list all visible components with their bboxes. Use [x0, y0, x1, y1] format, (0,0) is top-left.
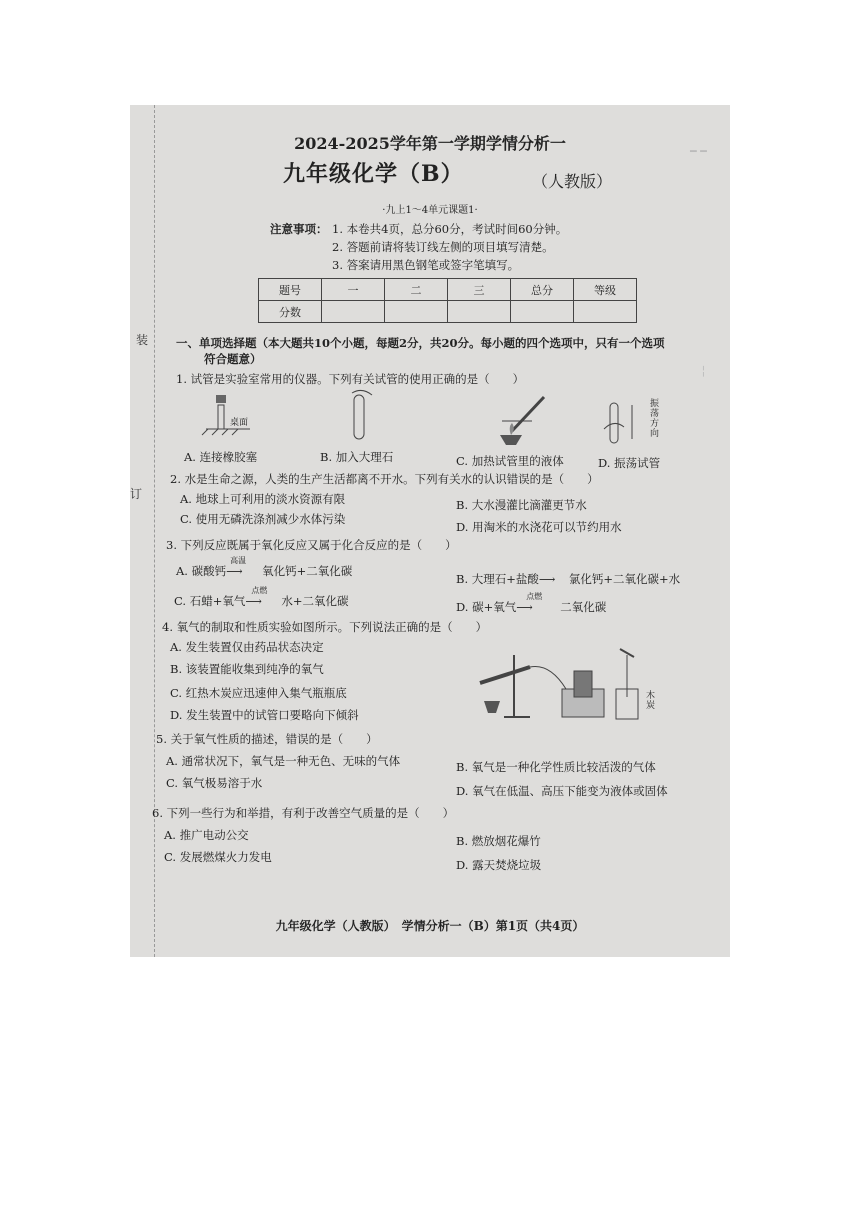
reaction-condition: 点燃 — [251, 586, 268, 595]
option: A. 推广电动公交 — [164, 828, 249, 842]
question-stem: 5. 关于氧气性质的描述，错误的是（ ） — [156, 732, 378, 746]
exam-series-title: 2024-2025学年第一学期学情分析一 — [294, 134, 566, 153]
score-table-header: 三 — [448, 279, 511, 301]
exam-scope: ·九上1～4单元课题1· — [382, 205, 478, 216]
section-heading: 一、单项选择题（本大题共10个小题，每题2分，共20分。每小题的四个选项中，只有一个选项 — [176, 336, 665, 350]
edition-label: （人教版） — [532, 172, 613, 191]
bleed-mark: ━ ━ — [690, 145, 707, 158]
option: A. 连接橡胶塞 — [184, 450, 258, 464]
option: B. 大水漫灌比滴灌更节水 — [456, 498, 587, 512]
question-stem: 3. 下列反应既属于氧化反应又属于化合反应的是（ ） — [166, 538, 457, 552]
reaction-condition: 高温 — [230, 556, 247, 565]
figure-shaking — [600, 399, 650, 451]
section-heading-cont: 符合题意） — [204, 352, 262, 366]
option — [456, 592, 607, 615]
option-reactants: A. 碳酸钙 — [176, 564, 227, 578]
question-stem: 1. 试管是实验室常用的仪器。下列有关试管的使用正确的是（ ） — [176, 372, 525, 386]
score-table-header: 一 — [322, 279, 385, 301]
option: D. 振荡试管 — [598, 456, 661, 470]
figure-oxygen-apparatus — [470, 645, 680, 725]
figure-label: 木炭 — [646, 691, 656, 711]
reaction-arrow: 点燃 ⟶ — [245, 593, 281, 609]
exam-page-photo — [130, 105, 730, 957]
option: A. 地球上可利用的淡水资源有限 — [180, 492, 346, 506]
option — [456, 571, 680, 587]
option: D. 氧气在低温、高压下能变为液体或固体 — [456, 784, 668, 798]
score-table-header: 等级 — [574, 279, 637, 301]
option: C. 红热木炭应迅速伸入集气瓶瓶底 — [170, 686, 347, 700]
score-table — [258, 278, 637, 323]
option-products: 二氧化碳 — [560, 600, 607, 614]
exam-title: 九年级化学（B） — [283, 161, 464, 187]
score-table-header-row — [259, 279, 637, 301]
reaction-arrow: 点燃 ⟶ — [516, 599, 560, 615]
question-stem: 4. 氧气的制取和性质实验如图所示。下列说法正确的是（ ） — [162, 620, 488, 634]
option: C. 发展燃煤火力发电 — [164, 850, 272, 864]
option: C. 氧气极易溶于水 — [166, 776, 263, 790]
option: B. 该装置能收集到纯净的氧气 — [170, 662, 324, 676]
notes-label: 注意事项： — [270, 222, 328, 236]
score-table-header: 题号 — [259, 279, 322, 301]
option-reactants: D. 碳+氧气 — [456, 600, 517, 614]
option: B. 加入大理石 — [320, 450, 394, 464]
bleed-mark: ╎ — [700, 365, 707, 378]
option: D. 露天焚烧垃圾 — [456, 858, 542, 872]
option: A. 发生装置仅由药品状态决定 — [170, 640, 324, 654]
option: D. 发生装置中的试管口要略向下倾斜 — [170, 708, 359, 722]
figure-label: 桌面 — [230, 418, 249, 428]
score-cell[interactable] — [385, 301, 448, 323]
score-cell[interactable] — [322, 301, 385, 323]
binding-line — [154, 105, 155, 957]
page-footer: 九年级化学（人教版） 学情分析一（B）第1页（共4页） — [275, 919, 585, 933]
figure-tube-marble — [340, 389, 380, 441]
option — [174, 586, 349, 609]
option: B. 燃放烟花爆竹 — [456, 834, 541, 848]
option: D. 用淘米的水浇花可以节约用水 — [456, 520, 622, 534]
option-products: 水+二氧化碳 — [281, 594, 349, 608]
score-table-header: 二 — [385, 279, 448, 301]
binding-char-zhuang: 装 — [136, 333, 149, 347]
reaction-condition: 点燃 — [526, 592, 543, 601]
figure-stopper — [198, 387, 258, 437]
question-stem: 6. 下列一些行为和举措，有利于改善空气质量的是（ ） — [152, 806, 455, 820]
reaction-arrow: ⟶ — [538, 572, 556, 586]
figure-heating — [492, 391, 562, 447]
option: B. 氧气是一种化学性质比较活泼的气体 — [456, 760, 656, 774]
reaction-arrow: 高温 ⟶ — [226, 563, 262, 579]
option-reactants: B. 大理石+盐酸 — [456, 572, 539, 586]
option-reactants: C. 石蜡+氧气 — [174, 594, 246, 608]
option — [176, 556, 353, 579]
question-stem: 2. 水是生命之源，人类的生产生活都离不开水。下列有关水的认识错误的是（ ） — [170, 472, 599, 486]
option: A. 通常状况下，氧气是一种无色、无味的气体 — [166, 754, 401, 768]
binding-char-ding: 订 — [130, 487, 143, 501]
score-cell[interactable] — [511, 301, 574, 323]
note-item: 3. 答案请用黑色钢笔或签字笔填写。 — [332, 258, 520, 272]
note-item: 1. 本卷共4页，总分60分，考试时间60分钟。 — [332, 222, 568, 236]
option: C. 加热试管里的液体 — [456, 454, 564, 468]
score-table-header: 总分 — [511, 279, 574, 301]
option-products: 氧化钙+二氧化碳 — [262, 564, 353, 578]
score-row-label: 分数 — [259, 301, 322, 323]
score-cell[interactable] — [574, 301, 637, 323]
note-item: 2. 答题前请将装订线左侧的项目填写清楚。 — [332, 240, 554, 254]
option: C. 使用无磷洗涤剂减少水体污染 — [180, 512, 346, 526]
score-cell[interactable] — [448, 301, 511, 323]
option-products: 氯化钙+二氧化碳+水 — [568, 572, 681, 586]
score-table-row — [259, 301, 637, 323]
figure-label: 振荡方向 — [650, 399, 660, 439]
